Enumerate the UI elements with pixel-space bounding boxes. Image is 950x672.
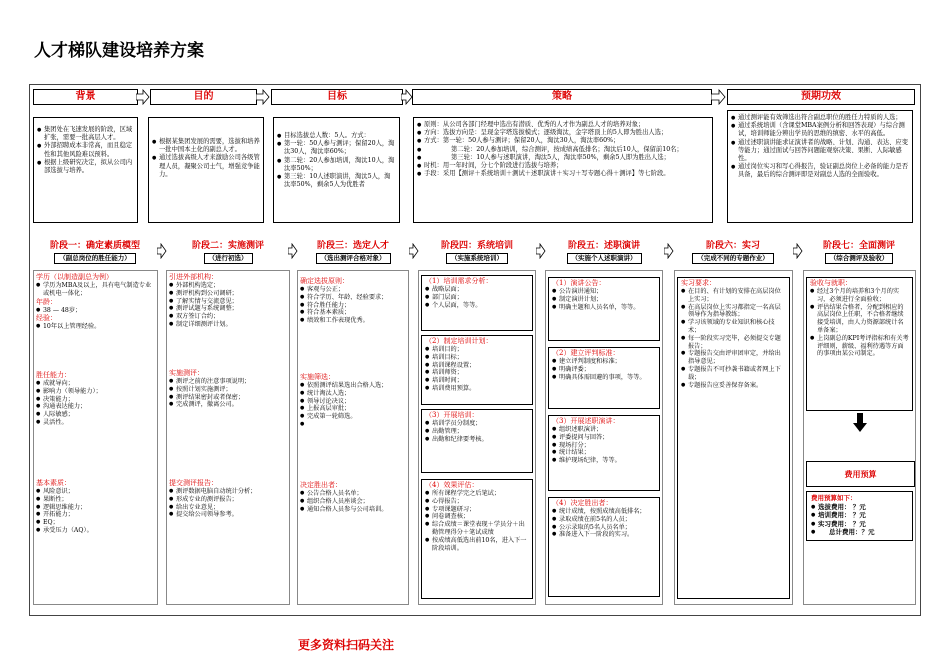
stage-4-column — [418, 270, 536, 605]
list-item: ● 逻辑思维能力； — [36, 504, 155, 512]
list-item: ● 培训目的； — [425, 346, 529, 354]
list-item: ● 通知合格人员参与公司培训。 — [300, 506, 406, 514]
header-effect: 预期功效 — [727, 89, 915, 105]
budget-box — [806, 491, 913, 541]
stage-title: 阶段二：实施测评 — [191, 241, 264, 251]
criteria-section — [548, 347, 660, 409]
section-heading: （2）建立评判标准： — [552, 349, 620, 357]
stage-subtitle: （完成不同的专题作业） — [692, 253, 774, 264]
budget-head: 费用预算如下： — [811, 494, 857, 502]
goal-box — [148, 117, 264, 223]
target-box — [273, 117, 400, 223]
list-item: ● 评委提问与回答； — [552, 434, 656, 442]
report-section — [169, 479, 287, 599]
stage-title: 阶段四：系统培训 — [440, 241, 513, 251]
list-item: ● 培训费用： ？元 — [811, 511, 908, 520]
list-item: ● 承受压力（AQ）。 — [36, 527, 155, 535]
speech-section — [548, 415, 660, 491]
arrow-icon — [664, 243, 674, 259]
list-item: ● 测评试题与系统调整； — [169, 305, 287, 313]
list-item: ● 评估结果合格者，分配到相应的高层岗位上任职，不合格者继续接受培训，由人力资源部统计名单备案； — [810, 304, 909, 335]
stage-6 — [674, 241, 792, 264]
section-heading: 胜任能力： — [36, 371, 71, 379]
list-item: ● 准备进入下一阶段的实习。 — [552, 531, 656, 539]
list-item: ● 上报高层审批； — [300, 405, 406, 413]
list-item: ● 客观与公正； — [300, 286, 406, 294]
list-item: ● 组织合格人员座谈会； — [300, 498, 406, 506]
list-item: ● 总计费用：？元 — [811, 528, 908, 537]
list-item: ● 专题报告应妥善保存备案。 — [681, 382, 786, 390]
list-item: ● 实习费用： ？元 — [811, 520, 908, 529]
list-item: ● 心得报告； — [425, 498, 529, 506]
list-item: ● 通过述职演讲能求证演讲者的战略、计划、沟通、表达、应变等能力；通过面试与回答问题能观察决策、果断、人际敏感性。 — [731, 139, 909, 164]
list-item: ● 专题报告交由评审团审定，并给出指导意见； — [681, 350, 786, 366]
header-target: 目标 — [271, 89, 403, 105]
winner-section — [300, 481, 406, 601]
background-box — [33, 117, 138, 223]
section-heading: 决定胜出者： — [300, 481, 342, 489]
acceptance-section — [806, 277, 913, 411]
list-item: ● 培训学员分制度； — [425, 420, 529, 428]
arrow-icon — [288, 243, 298, 259]
stage-subtitle: （综合测评及验收） — [825, 253, 894, 264]
section-heading: （3）开展培训： — [425, 411, 479, 419]
stage-title: 阶段七：全面测评 — [822, 241, 895, 251]
list-item: ● 第二轮：20人参加培训，综合测评，按成绩高低排名；淘汰后10人，保留前10名； — [417, 146, 709, 154]
list-item: ● 组织述职演讲； — [552, 426, 656, 434]
list-item: ● 绩效和工作表现优秀。 — [300, 317, 406, 325]
arrow-icon — [401, 89, 413, 105]
list-item: ● 经过3个月的培养和3个月的实习，必须进行全面验收； — [810, 288, 909, 304]
list-item: ● 培训费用预算。 — [425, 385, 529, 393]
speech-notice-section — [548, 277, 660, 341]
list-item: ● 方式：第一轮：50人参与测评；保留20人，淘汰30人，淘汰率60%； — [417, 137, 709, 145]
list-item: ● 公告演讲通知； — [552, 288, 656, 296]
list-item: ● EQ； — [36, 519, 155, 527]
list-item: ● 按成绩高低选出前10名，进入下一阶段培训。 — [425, 537, 529, 553]
stage-subtitle: （进行初选） — [204, 253, 253, 264]
list-item: ● 在目的、有计划的安排在高层岗位上实习； — [681, 288, 786, 304]
list-item: ● 手段：采用【测评＋系统培训＋测试＋述职演讲＋实习＋写专题心得＋测评】等七阶段。 — [417, 170, 709, 178]
principle-section — [300, 277, 406, 367]
list-item: ● 个人层面，等等。 — [425, 302, 529, 310]
section-heading: （4）效果评估： — [425, 481, 479, 489]
screening-section — [300, 373, 406, 473]
section-heading: （1）培训需求分析： — [425, 277, 493, 285]
stage-6-column — [674, 270, 793, 605]
section-heading: 学历（以制造副总为例） — [36, 273, 113, 281]
stage-3-column — [297, 270, 409, 605]
list-item: ● 出勤管理； — [425, 428, 529, 436]
stage-1-column — [33, 270, 158, 605]
list-item: ● 10年以上管理经验。 — [36, 323, 155, 331]
list-item: ● 综合成绩＝课堂表现＋学员分＋出勤管理得分＋笔试成绩 — [425, 521, 529, 537]
list-item: ● 培训课程设置； — [425, 362, 529, 370]
effect-box — [727, 110, 913, 223]
list-item: ● 专题报告不可抄袭书籍或者网上下载； — [681, 366, 786, 382]
list-item: ● 完成第一轮筛选。 — [300, 413, 406, 421]
list-item: ● 通过系统培训（含课堂MBA案例分析和回答表现）与综合测试，培训师能分辨出学员的思维的缜密、水平的高低。 — [731, 122, 909, 138]
header-background: 背景 — [33, 89, 138, 105]
list-item: ● 给出专业意见； — [169, 504, 287, 512]
list-item: ● 形成专业的测评报告； — [169, 496, 287, 504]
list-item: ● 按照计划实施测评； — [169, 386, 287, 394]
budget-title: 费用预算 — [806, 461, 915, 487]
list-item: ● 学习该领域的专业知识和核心技术； — [681, 319, 786, 335]
list-item: ● 通过岗位实习和写心得报告，验证副总岗位上必备的能力是否具备，最后的综合测评即是对副总人选的全面验收。 — [731, 163, 909, 179]
stage-4 — [418, 241, 536, 264]
basic-quality-section — [36, 479, 155, 599]
education-section — [36, 273, 155, 365]
header-strategy: 策略 — [412, 89, 712, 105]
list-item: ● 每一阶段实习完毕，必须提交专题报告； — [681, 335, 786, 351]
list-item: ● 灵活性。 — [36, 419, 155, 427]
list-item: ● 风险意识； — [36, 488, 155, 496]
list-item: ● 维护现场纪律，等等。 — [552, 457, 656, 465]
stage-title: 阶段一：确定素质模型 — [49, 241, 140, 251]
list-item: ● 统计淘汰人选； — [300, 390, 406, 398]
page-title: 人才梯队建设培养方案 — [34, 41, 204, 61]
list-item: ● 完成测评，撤离公司。 — [169, 401, 287, 409]
list-item: ● 双方签订合约； — [169, 313, 287, 321]
stage-5-column — [545, 270, 663, 605]
arrow-down-icon — [852, 413, 868, 433]
list-item: ● 明确评委； — [552, 366, 656, 374]
arrow-icon — [157, 243, 167, 259]
list-item: ● 问卷调查核； — [425, 513, 529, 521]
arrow-icon — [409, 243, 419, 259]
list-item: ● 公示录取的5名人员名单； — [552, 524, 656, 532]
footer-text[interactable]: 更多资料扫码关注 — [298, 638, 395, 652]
list-item: ● 第三轮：10人参与述职演讲，淘汰5人，淘汰率50%，剩余5人即为胜出人选； — [417, 154, 709, 162]
list-item: ● 决策能力； — [36, 396, 155, 404]
list-item: ● 明确主题和人员名单，等等。 — [552, 304, 656, 312]
list-item: ● 第二轮：20人参加培训，淘汰10人，淘汰率50%； — [277, 157, 396, 173]
list-item: ● 根据某集团发展的需要，选拔和培养一批中国本土化的副总人才。 — [152, 138, 260, 154]
strategy-box — [413, 117, 713, 223]
section-heading: （3）开展述职演讲： — [552, 417, 620, 425]
list-item: ● 明确具体需回避的事项，等等。 — [552, 374, 656, 382]
list-item: ● 成就导向； — [36, 380, 155, 388]
list-item: ● 目标选拔总人数：5人。方式： — [277, 132, 396, 140]
list-item: ● 学历为MBA及以上，具有电气制造专业或机电一体化； — [36, 282, 155, 298]
list-item: ● 现场打分； — [552, 442, 656, 450]
stage-7-column — [803, 270, 916, 605]
stage-1 — [33, 241, 157, 264]
stage-title: 阶段六：实习 — [705, 241, 760, 251]
stage-2 — [166, 241, 290, 264]
list-item: ● 影响力（领导能力）； — [36, 388, 155, 396]
section-heading: （2）制定培训计划： — [425, 337, 493, 345]
stage-2-column — [166, 270, 290, 605]
competency-section — [36, 371, 155, 471]
list-item: ● 第一轮：50人参与测评；保留20人，淘汰30人，淘汰率60%； — [277, 140, 396, 156]
list-item: ● 通过选拔高级人才来激励公司各级管理人员，凝聚公司士气，增强竞争能力。 — [152, 154, 260, 179]
section-heading: （4）决定胜出者： — [552, 499, 613, 507]
list-item: ● 测评结果密封或者保密； — [169, 394, 287, 402]
list-item: ● 38 — 48岁； — [36, 307, 155, 315]
list-item: ● 时机：用一年时间，分七个阶段进行选拔与培养； — [417, 162, 709, 170]
list-item: ● 在高层岗位上实习都指定一名高层领导作为指导教练； — [681, 304, 786, 320]
assessment-section — [169, 369, 287, 469]
section-heading: 验收与就职： — [810, 279, 852, 287]
list-item: ● 公告合格人员名单； — [300, 490, 406, 498]
list-item: ● 测评数据电脑自动统计分析； — [169, 488, 287, 496]
list-item: ● 录取成绩在前5名的人员； — [552, 516, 656, 524]
arrow-icon — [793, 243, 803, 259]
stage-subtitle: （实施个人述职演讲） — [567, 253, 642, 264]
list-item: ● 沟通表达能力； — [36, 403, 155, 411]
list-item: ● 培训时间； — [425, 377, 529, 385]
list-item: ● 方向：选拔方向是：呈现金字塔选拔模式；逐级淘汰，金字塔顶上的5人即为胜出人选； — [417, 129, 709, 137]
list-item: ● 选拔费用： ？元 — [811, 503, 908, 512]
stage-title: 阶段五：述职演讲 — [567, 241, 640, 251]
list-item: ● 战略层面； — [425, 286, 529, 294]
stage-5 — [545, 241, 663, 264]
list-item: ● 部门层面； — [425, 294, 529, 302]
list-item: ● 集团处在飞速发展的阶段，区域扩张，需要一批高层人才。 — [37, 126, 134, 142]
arrow-icon — [711, 89, 726, 105]
arrow-icon — [536, 243, 546, 259]
list-item: ● 符合胜任能力； — [300, 302, 406, 310]
list-item: ● 开拓能力； — [36, 511, 155, 519]
arrow-icon — [136, 89, 150, 105]
stage-7 — [803, 241, 915, 264]
list-item: ● 所有课程学完之后笔试； — [425, 490, 529, 498]
list-item: ● 了解实情与交流意见； — [169, 298, 287, 306]
section-heading: 实习要求： — [681, 279, 716, 287]
arrow-icon — [256, 89, 270, 105]
stage-title: 阶段三：选定人才 — [316, 241, 389, 251]
section-heading: 年龄： — [36, 297, 57, 306]
list-item: ● 培训目标； — [425, 354, 529, 362]
section-heading: 引进外部机构： — [169, 273, 218, 281]
section-heading: 经验： — [36, 314, 57, 323]
list-item: ● 统计成绩，按照成绩高低排名； — [552, 508, 656, 516]
list-item: ● 制定详细测评计划。 — [169, 321, 287, 329]
list-item: ● 出勤和纪律要考核。 — [425, 436, 529, 444]
list-item: ● 外部招聘成本非常高，而且稳定性和其他风险难以预料。 — [37, 142, 134, 158]
stage-subtitle: （副总岗位的胜任能力） — [54, 253, 136, 264]
training-plan-section — [421, 335, 533, 405]
list-item: ● 制定演讲计划； — [552, 296, 656, 304]
list-item: ● 测评机构到公司调研； — [169, 290, 287, 298]
list-item: ● 依照测评结果选出合格人选； — [300, 382, 406, 390]
section-heading: （1）演讲公告： — [552, 279, 606, 287]
section-heading: 实施筛选： — [300, 373, 335, 381]
section-heading: 提交测评报告： — [169, 479, 218, 487]
list-item: ● 上岗副总的KPI考评指标和有关考评细则，薪级、福利待遇等方面的事项由某公司制定。 — [810, 335, 909, 358]
list-item: ● 外部机构选定； — [169, 282, 287, 290]
stage-3 — [297, 241, 409, 264]
section-heading: 实施测评： — [169, 369, 204, 377]
list-item: ● 提交给公司领导参考。 — [169, 511, 287, 519]
conduct-training-section — [421, 409, 533, 473]
internship-section — [677, 277, 790, 599]
external-agency-section — [169, 273, 287, 369]
evaluation-section — [421, 479, 533, 599]
speech-winner-section — [548, 497, 660, 597]
list-item: ● 人际敏感； — [36, 411, 155, 419]
needs-analysis-section — [421, 275, 533, 331]
list-item: ● 统计结果； — [552, 449, 656, 457]
list-item: ● 第三轮：10人述职演讲，淘汰5人，淘汰率50%，剩余5人为优胜者 — [277, 173, 396, 189]
list-item: ● 培训师资； — [425, 369, 529, 377]
list-item: ● 符合学历、年龄、经验要求； — [300, 294, 406, 302]
list-item: ● 领导讨论决议； — [300, 398, 406, 406]
list-item: ● 建立评判制度和标准； — [552, 358, 656, 366]
list-item: ● 根据上级研究决定，拟从公司内部选拔与培养。 — [37, 159, 134, 175]
stage-subtitle: （实施系统培训） — [446, 253, 508, 264]
header-goal: 目的 — [150, 89, 257, 105]
stage-subtitle: （选出测评合格对象） — [316, 253, 391, 264]
list-item: ● 专项课题研习； — [425, 506, 529, 514]
list-item: ● 通过测评能有效筛选出符合副总职位的胜任力特质的人选； — [731, 114, 909, 122]
section-heading: 确定选拔原则： — [300, 277, 349, 285]
list-item: ● 测评之前的注意事项说明； — [169, 378, 287, 386]
section-heading: 基本素质： — [36, 479, 71, 487]
list-item: ● 果断性； — [36, 496, 155, 504]
list-item: ● 原则：从公司各部门经理中选出有潜质、优秀的人才作为副总人才的培养对象； — [417, 121, 709, 129]
list-item: ● 符合基本素质； — [300, 309, 406, 317]
